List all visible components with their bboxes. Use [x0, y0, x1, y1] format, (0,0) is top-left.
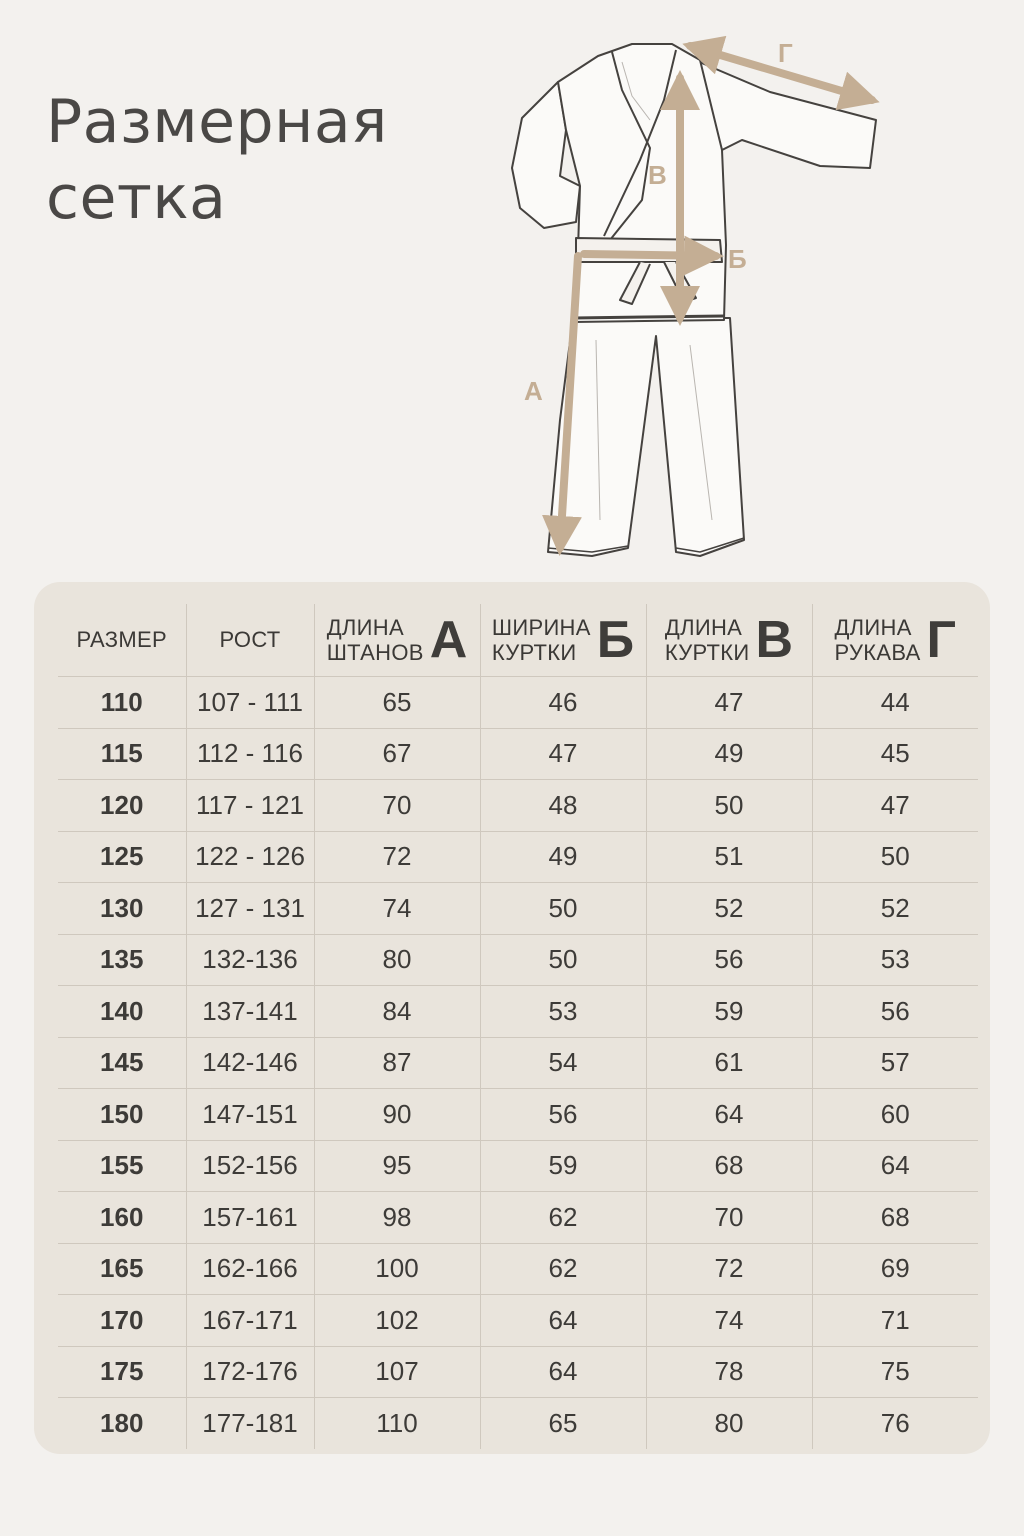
cell-sleeve-length: 45: [812, 728, 978, 780]
cell-size: 140: [58, 986, 186, 1038]
cell-height: 172-176: [186, 1346, 314, 1398]
cell-height: 147-151: [186, 1089, 314, 1141]
cell-height: 112 - 116: [186, 728, 314, 780]
table-row: [58, 831, 978, 883]
header-size: РАЗМЕР: [58, 604, 186, 677]
cell-jacket-width: 59: [480, 1140, 646, 1192]
cell-size: 120: [58, 780, 186, 832]
cell-jacket-width: 50: [480, 934, 646, 986]
header-b-letter: Б: [596, 611, 635, 669]
cell-jacket-width: 64: [480, 1295, 646, 1347]
cell-sleeve-length: 71: [812, 1295, 978, 1347]
cell-jacket-width: 65: [480, 1398, 646, 1449]
title-line-2: сетка: [46, 163, 227, 233]
cell-size: 135: [58, 934, 186, 986]
cell-jacket-length: 59: [646, 986, 812, 1038]
cell-jacket-length: 72: [646, 1243, 812, 1295]
cell-size: 170: [58, 1295, 186, 1347]
cell-jacket-width: 54: [480, 1037, 646, 1089]
table-row: [58, 1089, 978, 1141]
header-v-line1: ДЛИНА: [664, 615, 743, 640]
cell-jacket-length: 70: [646, 1192, 812, 1244]
header-g-line1: ДЛИНА: [834, 615, 912, 640]
table-row: [58, 677, 978, 729]
cell-pants-length: 110: [314, 1398, 480, 1449]
cell-size: 165: [58, 1243, 186, 1295]
cell-jacket-length: 50: [646, 780, 812, 832]
cell-pants-length: 72: [314, 831, 480, 883]
cell-height: 127 - 131: [186, 883, 314, 935]
label-v: В: [648, 160, 667, 190]
kimono-measurement-illustration: [490, 28, 910, 568]
cell-jacket-width: 47: [480, 728, 646, 780]
cell-sleeve-length: 75: [812, 1346, 978, 1398]
cell-jacket-length: 56: [646, 934, 812, 986]
cell-jacket-width: 49: [480, 831, 646, 883]
arrow-b: [584, 254, 716, 256]
header-b-line2: КУРТКИ: [491, 640, 577, 665]
cell-jacket-width: 53: [480, 986, 646, 1038]
cell-pants-length: 65: [314, 677, 480, 729]
cell-sleeve-length: 68: [812, 1192, 978, 1244]
cell-jacket-width: 62: [480, 1243, 646, 1295]
cell-pants-length: 70: [314, 780, 480, 832]
cell-size: 180: [100, 1407, 144, 1438]
table-row: [58, 986, 978, 1038]
cell-pants-length: 102: [314, 1295, 480, 1347]
header-a-line2: ШТАНОВ: [326, 640, 424, 665]
cell-height: 152-156: [186, 1140, 314, 1192]
cell-pants-length: 80: [314, 934, 480, 986]
cell-size: 130: [58, 883, 186, 935]
cell-height: 177-181: [186, 1398, 314, 1449]
header-pants-length: [314, 604, 480, 677]
cell-sleeve-length: 44: [812, 677, 978, 729]
cell-pants-length: 98: [314, 1192, 480, 1244]
page-title: [46, 84, 388, 236]
cell-height: 137-141: [186, 986, 314, 1038]
table-row: [58, 1140, 978, 1192]
cell-size: 150: [58, 1089, 186, 1141]
cell-sleeve-length: 56: [812, 986, 978, 1038]
header-g-line2: РУКАВА: [834, 640, 921, 665]
cell-height: 117 - 121: [186, 780, 314, 832]
cell-height: 157-161: [186, 1192, 314, 1244]
cell-height: 107 - 111: [186, 677, 314, 729]
header-height: РОСТ: [186, 604, 314, 677]
header-a-line1: ДЛИНА: [326, 615, 404, 640]
cell-size: 115: [58, 728, 186, 780]
table-header-row: [58, 604, 978, 677]
label-a: А: [524, 376, 543, 406]
cell-pants-length: 107: [314, 1346, 480, 1398]
table-row: [58, 934, 978, 986]
cell-sleeve-length: 47: [812, 780, 978, 832]
cell-jacket-length: 64: [646, 1089, 812, 1141]
cell-sleeve-length: 69: [812, 1243, 978, 1295]
cell-pants-length: 100: [314, 1243, 480, 1295]
header-b-line1: ШИРИНА: [491, 615, 591, 640]
table-row: [58, 1037, 978, 1089]
cell-jacket-length: 51: [646, 831, 812, 883]
cell-size: 155: [58, 1140, 186, 1192]
cell-height: 122 - 126: [186, 831, 314, 883]
size-table: [58, 604, 978, 1449]
cell-jacket-length: 52: [646, 883, 812, 935]
cell-jacket-length: 78: [646, 1346, 812, 1398]
cell-sleeve-length: 57: [812, 1037, 978, 1089]
cell-jacket-length: 47: [646, 677, 812, 729]
header-v-line2: КУРТКИ: [664, 640, 750, 665]
cell-sleeve-length: 60: [812, 1089, 978, 1141]
cell-sleeve-length: 76: [812, 1398, 978, 1449]
header-sleeve-length: [812, 604, 978, 677]
table-row: [58, 728, 978, 780]
cell-jacket-width: 64: [480, 1346, 646, 1398]
cell-jacket-width: 48: [480, 780, 646, 832]
cell-size: 125: [58, 831, 186, 883]
header-g-letter: Г: [926, 611, 957, 669]
cell-jacket-length: 74: [646, 1295, 812, 1347]
cell-height: 167-171: [186, 1295, 314, 1347]
cell-size: 175: [58, 1346, 186, 1398]
header-a-letter: А: [429, 611, 468, 669]
title-line-1: Размерная: [46, 87, 388, 157]
cell-height: 162-166: [186, 1243, 314, 1295]
table-row: [58, 1346, 978, 1398]
cell-pants-length: 67: [314, 728, 480, 780]
cell-height: 142-146: [186, 1037, 314, 1089]
cell-pants-length: 90: [314, 1089, 480, 1141]
cell-jacket-width: 56: [480, 1089, 646, 1141]
cell-pants-length: 74: [314, 883, 480, 935]
table-row: [58, 780, 978, 832]
cell-pants-length: 87: [314, 1037, 480, 1089]
header-v-letter: В: [755, 611, 794, 669]
cell-jacket-width: 62: [480, 1192, 646, 1244]
cell-height: 132-136: [186, 934, 314, 986]
table-row: [58, 1192, 978, 1244]
label-b: Б: [728, 244, 747, 274]
cell-sleeve-length: 53: [812, 934, 978, 986]
table-row: [58, 883, 978, 935]
cell-pants-length: 84: [314, 986, 480, 1038]
cell-size: 145: [58, 1037, 186, 1089]
cell-sleeve-length: 50: [812, 831, 978, 883]
cell-jacket-length: 49: [646, 728, 812, 780]
header-jacket-length: [646, 604, 812, 677]
cell-sleeve-length: 52: [812, 883, 978, 935]
header-jacket-width: [480, 604, 646, 677]
cell-jacket-length: 68: [646, 1140, 812, 1192]
cell-size: 110: [58, 677, 186, 729]
cell-sleeve-length: 64: [812, 1140, 978, 1192]
size-table-body: [58, 677, 978, 1449]
label-g: Г: [778, 38, 793, 68]
pants-drawing: [548, 318, 744, 556]
table-row: [58, 1243, 978, 1295]
cell-jacket-length: 80: [646, 1398, 812, 1449]
table-row: [58, 1398, 978, 1449]
cell-pants-length: 95: [314, 1140, 480, 1192]
cell-size: 160: [58, 1192, 186, 1244]
table-row: [58, 1295, 978, 1347]
cell-jacket-length: 61: [646, 1037, 812, 1089]
cell-jacket-width: 46: [480, 677, 646, 729]
size-table-card: [34, 582, 990, 1454]
cell-jacket-width: 50: [480, 883, 646, 935]
